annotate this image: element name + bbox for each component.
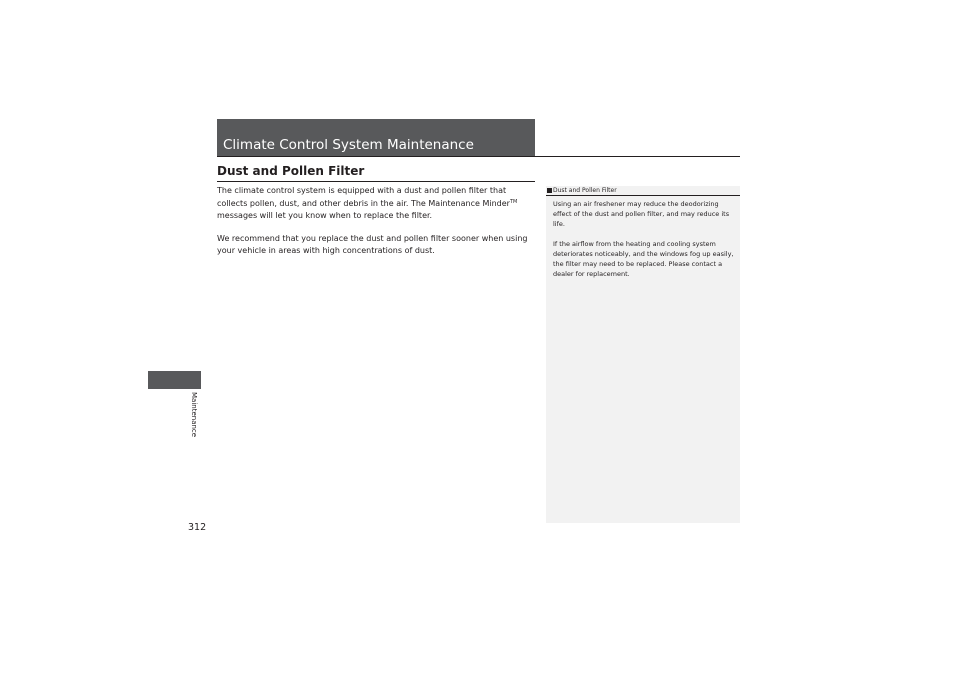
- header-divider: [217, 156, 740, 157]
- reference-icon: [547, 188, 552, 193]
- sidebar-paragraph-2: If the airflow from the heating and cooling system deteriorates noticeably, and the windows fog up easily, the filter may need to be replaced. Please contact a dealer for replacement.: [553, 240, 734, 278]
- subsection-divider: [217, 181, 535, 182]
- body-text: [217, 185, 535, 268]
- body-paragraph-2: We recommend that you replace the dust and pollen filter sooner when using your vehicle in areas with high concentrations of dust.: [217, 233, 528, 255]
- sidebar-heading-text: Dust and Pollen Filter: [553, 187, 617, 194]
- body-paragraph-1-text: The climate control system is equipped with a dust and pollen filter that collects pollen, dust, and other debris in the air. The Maintenance Minder: [217, 186, 510, 208]
- page-number: 312: [188, 522, 207, 533]
- body-paragraph-1: [217, 185, 535, 221]
- body-paragraph-1-text-end: messages will let you know when to replace the filter.: [217, 210, 433, 220]
- chapter-tab-label: Maintenance: [190, 392, 198, 438]
- sidebar-text: [553, 199, 735, 289]
- sidebar-paragraph-1: Using an air freshener may reduce the deodorizing effect of the dust and pollen filter, and may reduce its life.: [553, 200, 730, 228]
- sidebar-heading: [546, 186, 740, 196]
- trademark-mark: TM: [509, 198, 518, 205]
- subsection-title: Dust and Pollen Filter: [217, 164, 365, 178]
- section-title: Climate Control System Maintenance: [223, 137, 474, 153]
- section-header: [217, 119, 535, 156]
- chapter-tab: [148, 371, 201, 389]
- sidebar-note-panel: [546, 186, 740, 523]
